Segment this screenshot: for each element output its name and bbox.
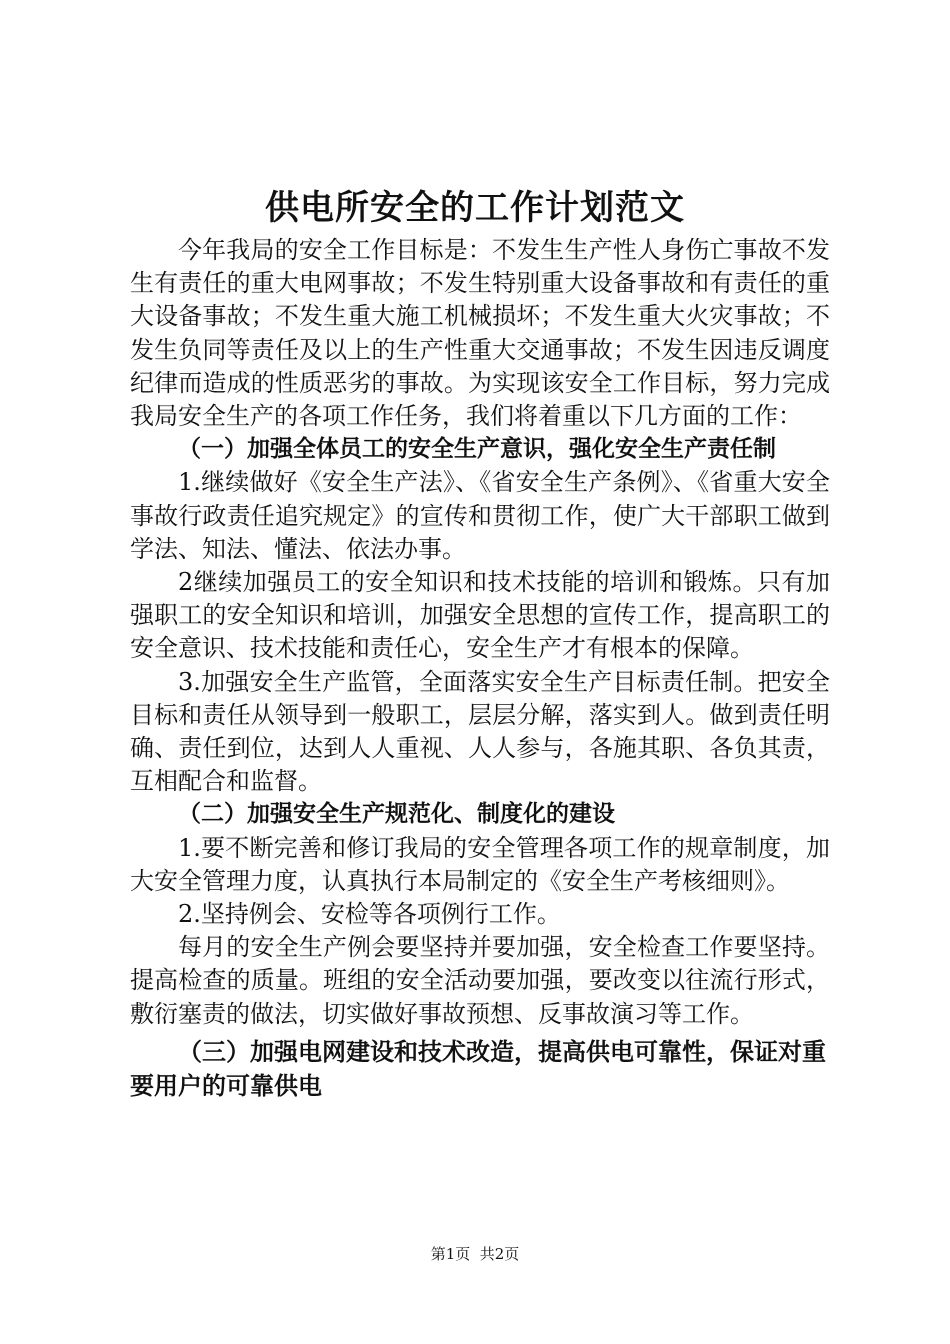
section-heading-2: （二）加强安全生产规范化、制度化的建设 xyxy=(178,801,615,828)
section-2-item-1: 1.要不断完善和修订我局的安全管理各项工作的规章制度，加大安全管理力度，认真执行本局制定的《安全生产考核细则》。 xyxy=(130,833,830,895)
section-1-item-1: 1.继续做好《安全生产法》、《省安全生产条例》、《省重大安全事故行政责任追究规定》的宣传和贯彻工作，使广大干部职工做到学法、知法、懂法、依法办事。 xyxy=(130,468,830,563)
section-2-item-2: 2.坚持例会、安检等各项例行工作。 xyxy=(178,900,561,929)
section-heading-1: （一）加强全体员工的安全生产意识，强化安全生产责任制 xyxy=(178,436,776,463)
document-body xyxy=(130,234,830,1103)
document-title: 供电所安全的工作计划范文 xyxy=(265,188,685,228)
section-1-item-3: 3.加强安全生产监管，全面落实安全生产目标责任制。把安全目标和责任从领导到一般职工，层层分解，落实到人。做到责任明确、责任到位，达到人人重视、人人参与，各施其职、各负其责，互相配合和监督。 xyxy=(130,667,830,796)
page-footer: 第1页 共2页 xyxy=(430,1245,520,1263)
section-heading-3: （三）加强电网建设和技术改造，提高供电可靠性，保证对重要用户的可靠供电 xyxy=(130,1037,826,1100)
section-1-item-2: 2继续加强员工的安全知识和技术技能的培训和锻炼。只有加强职工的安全知识和培训，加强安全思想的宣传工作，提高职工的安全意识、技术技能和责任心，安全生产才有根本的保障。 xyxy=(130,568,830,663)
intro-paragraph: 今年我局的安全工作目标是：不发生生产性人身伤亡事故不发生有责任的重大电网事故；不发生特别重大设备事故和有责任的重大设备事故；不发生重大施工机械损坏；不发生重大火灾事故；不发生负同等责任及以上的生产性重大交通事故；不发生因违反调度纪律而造成的性质恶劣的事故。为实现该安全工作目标，努力完成我局安全生产的各项工作任务，我们将着重以下几方面的工作： xyxy=(130,236,830,431)
section-2-paragraph: 每月的安全生产例会要坚持并要加强，安全检查工作要坚持。提高检查的质量。班组的安全活动要加强，要改变以往流行形式，敷衍塞责的做法，切实做好事故预想、反事故演习等工作。 xyxy=(130,933,830,1028)
